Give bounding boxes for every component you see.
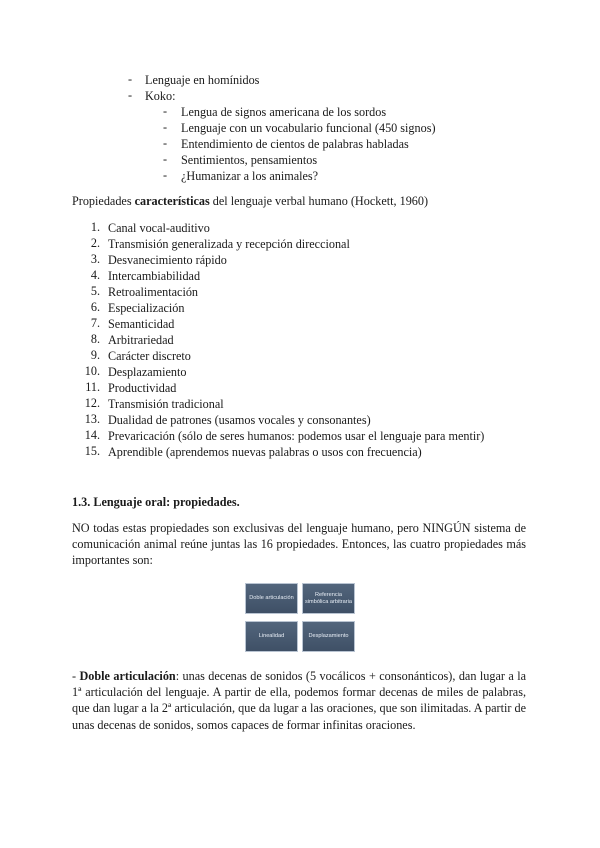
list-number: 8. [90, 332, 100, 346]
list-item: Semanticidad [108, 317, 175, 331]
diagram-box: Desplazamiento [302, 621, 355, 652]
list-number: 9. [90, 348, 100, 362]
list-item: Transmisión generalizada y recepción direccional [108, 237, 350, 251]
paragraph-text: : unas decenas de sonidos (5 vocálicos + consonánticos), dan lugar a la 1ª articulación del lenguaje. A partir de ella, podemos formar decenas de miles de palabras, que dan lugar a la 2ª articulación, que da lugar a las oraciones, que son ilimitadas. A partir de unas decenas de sonidos, somos capaces de formar infinitas oraciones. [72, 669, 526, 732]
intro-text: Propiedades [72, 194, 135, 208]
list-item: Carácter discreto [108, 349, 191, 363]
list-dash: - [163, 168, 168, 182]
list-number: 14. [84, 428, 100, 442]
intro-bold: características [134, 194, 210, 208]
paragraph-prefix: - [72, 669, 80, 683]
list-item: Entendimiento de cientos de palabras habladas [181, 137, 409, 151]
list-item: Transmisión tradicional [108, 397, 224, 411]
list-item: Lenguaje en homínidos [145, 73, 260, 87]
list-number: 15. [84, 444, 100, 458]
list-number: 1. [90, 220, 100, 234]
list-item: Desvanecimiento rápido [108, 253, 227, 267]
list-item: Productividad [108, 381, 177, 395]
list-number: 6. [90, 300, 100, 314]
section-paragraph: NO todas estas propiedades son exclusivas del lenguaje humano, pero NINGÚN sistema de comunicación animal reúne juntas las 16 propiedades. Entonces, las cuatro propiedades más importantes son: [72, 521, 526, 568]
list-number: 5. [90, 284, 100, 298]
diagram-box: Linealidad [245, 621, 298, 652]
doble-articulacion-term: Doble articulación [79, 669, 176, 683]
list-item: Arbitrariedad [108, 333, 174, 347]
doble-articulacion-paragraph [72, 668, 526, 733]
list-item: ¿Humanizar a los animales? [181, 169, 319, 183]
list-item: Retroalimentación [108, 285, 199, 299]
list-item: Sentimientos, pensamientos [181, 153, 318, 167]
list-number: 12. [84, 396, 100, 410]
list-dash: - [163, 136, 168, 150]
list-item: Koko: [145, 89, 176, 103]
diagram-box: Referencia simbólica arbitraria [302, 583, 355, 614]
list-item: Lenguaje con un vocabulario funcional (450 signos) [181, 121, 436, 135]
list-dash: - [163, 104, 168, 118]
list-number: 10. [84, 364, 100, 378]
list-number: 3. [90, 252, 100, 266]
properties-intro [72, 193, 428, 209]
diagram-box: Doble articulación [245, 583, 298, 614]
list-item: Intercambiabilidad [108, 269, 201, 283]
list-number: 7. [90, 316, 100, 330]
list-number: 4. [90, 268, 100, 282]
list-item: Canal vocal-auditivo [108, 221, 210, 235]
list-dash: - [128, 88, 133, 102]
list-item: Lengua de signos americana de los sordos [181, 105, 387, 119]
list-item: Especialización [108, 301, 185, 315]
intro-text-end: del lenguaje verbal humano (Hockett, 1960) [209, 194, 429, 208]
section-heading: 1.3. Lenguaje oral: propiedades. [72, 495, 240, 509]
list-number: 13. [84, 412, 100, 426]
list-item: Prevaricación (sólo de seres humanos: podemos usar el lenguaje para mentir) [108, 429, 485, 443]
properties-diagram [245, 583, 357, 653]
list-dash: - [163, 152, 168, 166]
list-dash: - [163, 120, 168, 134]
list-number: 11. [85, 380, 100, 394]
list-item: Aprendible (aprendemos nuevas palabras o usos con frecuencia) [108, 445, 422, 459]
list-dash: - [128, 72, 133, 86]
list-item: Desplazamiento [108, 365, 187, 379]
list-number: 2. [90, 236, 100, 250]
list-item: Dualidad de patrones (usamos vocales y consonantes) [108, 413, 371, 427]
